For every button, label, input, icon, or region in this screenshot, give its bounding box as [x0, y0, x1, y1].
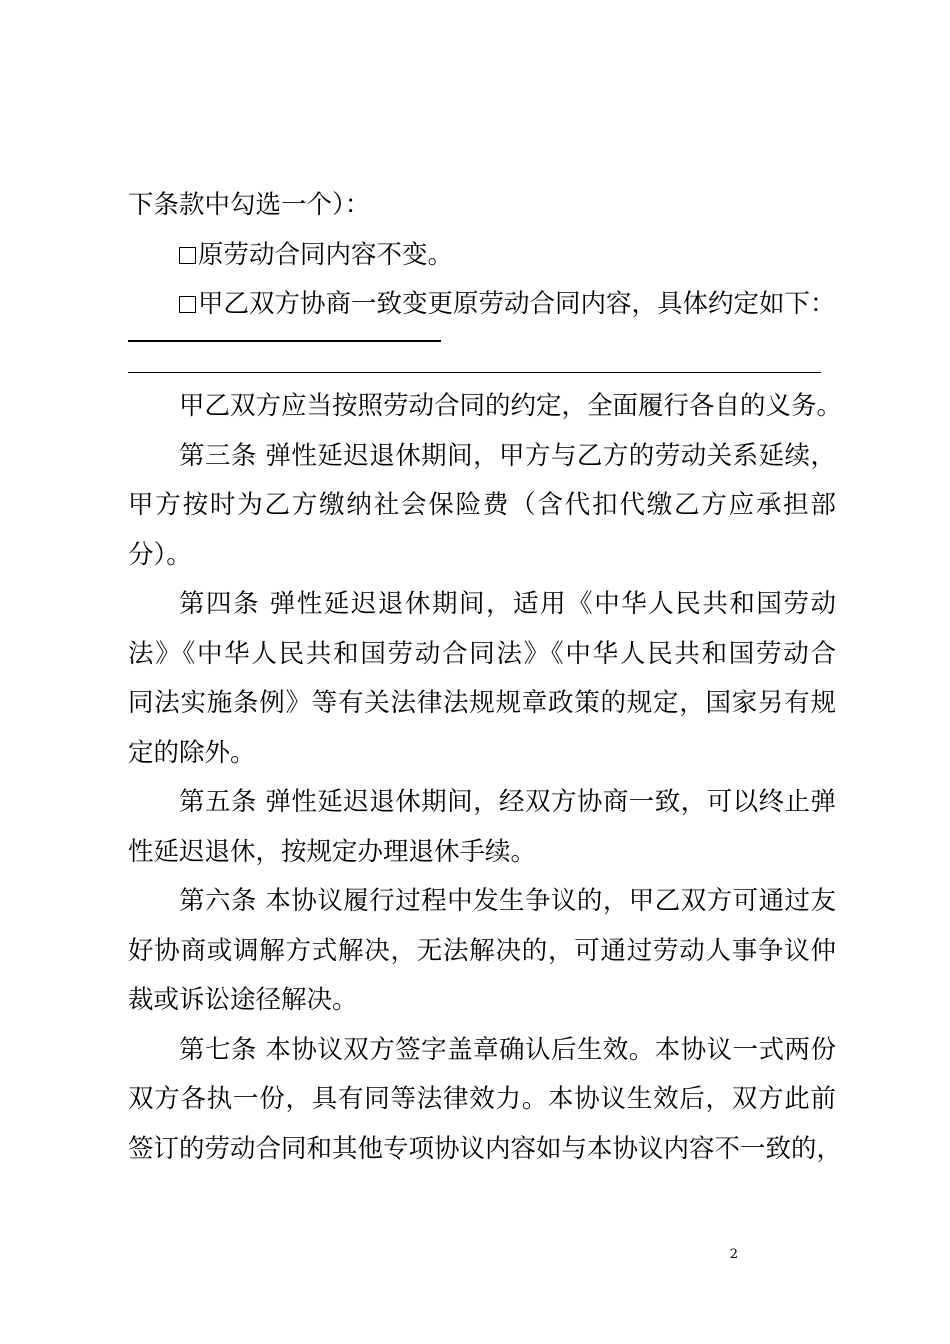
text-line: 下条款中勾选一个）： — [128, 190, 371, 220]
checkbox-icon — [179, 296, 196, 313]
paragraph-line: 签订的劳动合同和其他专项协议内容如与本协议内容不一致的， — [128, 1133, 843, 1164]
option-change-contract — [128, 280, 836, 330]
paragraph-line: 甲方按时为乙方缴纳社会保险费（含代扣代缴乙方应承担部 — [128, 490, 836, 520]
paragraph-line: 双方各执一份，具有同等法律效力。本协议生效后，双方此前 — [128, 1084, 836, 1114]
paragraph-line: 第四条 弹性延迟退休期间，适用《中华人民共和国劳动 — [179, 589, 836, 619]
paragraph-line: 同法实施条例》等有关法律法规规章政策的规定，国家另有规 — [128, 688, 836, 718]
paragraph-line: 分）。 — [128, 539, 192, 570]
paragraph-line: 第七条 本协议双方签字盖章确认后生效。本协议一式两份 — [179, 1034, 836, 1065]
option-keep-contract — [128, 231, 836, 281]
paragraph-line: 第五条 弹性延迟退休期间，经双方协商一致，可以终止弹 — [179, 787, 836, 817]
checkbox-icon — [179, 247, 196, 264]
paragraph-line: 甲乙双方应当按照劳动合同的约定，全面履行各自的义务。 — [179, 391, 843, 421]
paragraph-line: 好协商或调解方式解决，无法解决的，可通过劳动人事争议仲 — [128, 935, 836, 966]
option-label: 甲乙双方协商一致变更原劳动合同内容，具体约定如下： — [198, 289, 836, 319]
paragraph-line: 裁或诉讼途径解决。 — [128, 985, 358, 1015]
page-body-main — [128, 382, 843, 1174]
paragraph-line: 第三条 弹性延迟退休期间，甲方与乙方的劳动关系延续， — [179, 440, 836, 471]
paragraph-line: 第六条 本协议履行过程中发生争议的，甲乙双方可通过友 — [179, 886, 836, 916]
paragraph-line: 定的除外。 — [128, 737, 256, 768]
divider-line — [128, 372, 821, 373]
paragraph-line: 法》《中华人民共和国劳动合同法》《中华人民共和国劳动合 — [128, 638, 836, 669]
underline-blank — [128, 340, 441, 342]
page-body-top — [128, 181, 836, 379]
paragraph-line: 性延迟退休，按规定办理退休手续。 — [128, 836, 537, 867]
page-number: 2 — [729, 1247, 738, 1262]
option-label: 原劳动合同内容不变。 — [198, 239, 454, 270]
